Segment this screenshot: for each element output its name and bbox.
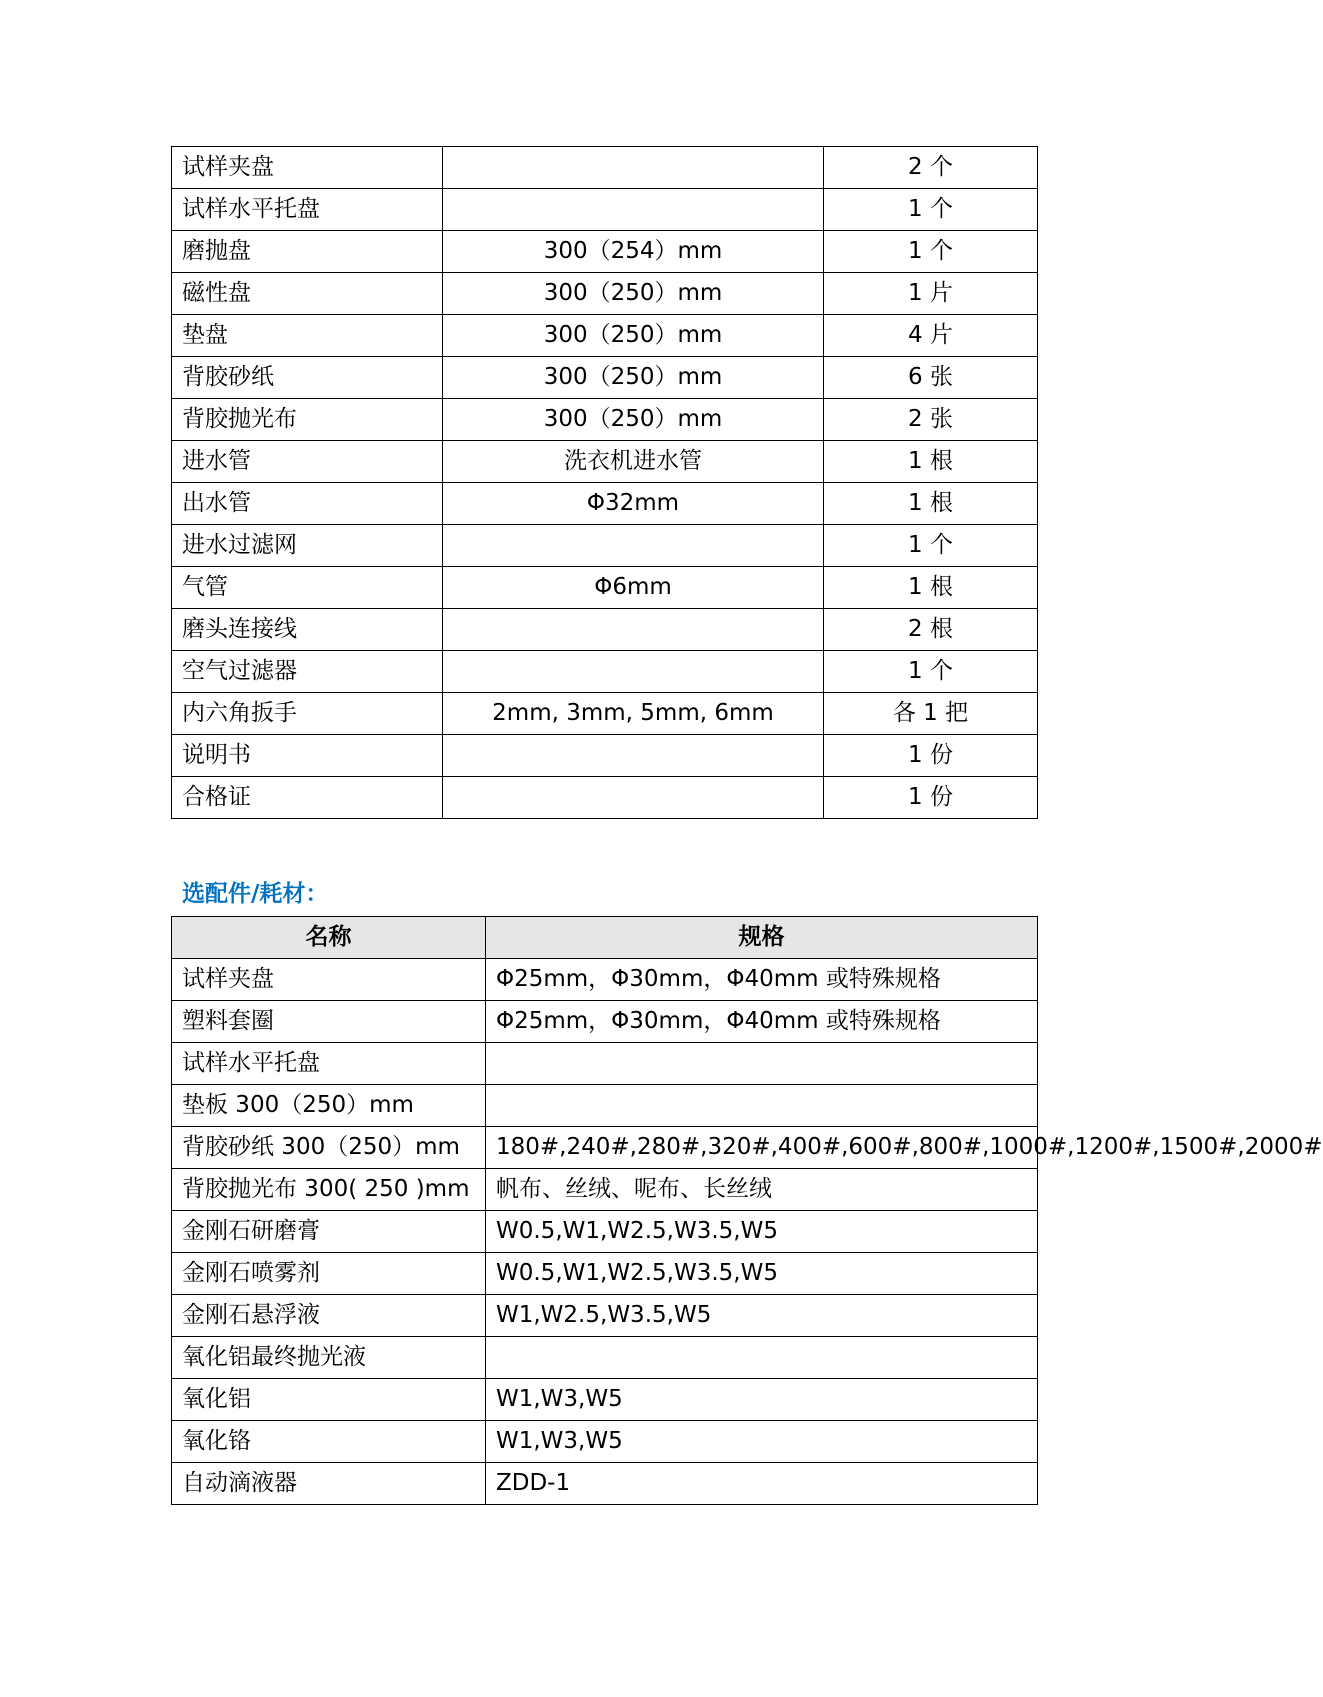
item-spec: 300（254）mm (443, 231, 824, 273)
item-spec (443, 777, 824, 819)
item-qty: 1 个 (824, 231, 1038, 273)
table-row (172, 1001, 1038, 1043)
item-name: 自动滴液器 (172, 1463, 486, 1505)
item-name: 试样水平托盘 (172, 189, 443, 231)
header-name: 名称 (172, 917, 486, 959)
table-row (172, 1211, 1038, 1253)
table-row (172, 273, 1038, 315)
item-name: 合格证 (172, 777, 443, 819)
item-spec: 帆布、丝绒、呢布、长丝绒 (486, 1169, 1038, 1211)
table-row (172, 1085, 1038, 1127)
optional-accessories-body (172, 959, 1323, 1505)
table-header-row (172, 917, 1038, 959)
table-row (172, 651, 1038, 693)
table-row (172, 777, 1038, 819)
item-spec (443, 525, 824, 567)
item-spec: W1,W3,W5 (486, 1379, 1038, 1421)
item-spec: W0.5,W1,W2.5,W3.5,W5 (486, 1253, 1038, 1295)
item-qty: 1 个 (824, 525, 1038, 567)
table-row (172, 1043, 1038, 1085)
table-row (172, 1127, 1038, 1169)
item-spec (486, 1085, 1038, 1127)
table-row (172, 959, 1038, 1001)
item-spec: 300（250）mm (443, 357, 824, 399)
item-name: 金刚石研磨膏 (172, 1211, 486, 1253)
item-spec (486, 1043, 1038, 1085)
table-row (172, 693, 1038, 735)
header-spec: 规格 (486, 917, 1038, 959)
item-name: 背胶抛光布 300( 250 )mm (172, 1169, 486, 1211)
item-spec: 300（250）mm (443, 399, 824, 441)
item-name: 背胶抛光布 (172, 399, 443, 441)
table-row (172, 525, 1038, 567)
item-name: 磨头连接线 (172, 609, 443, 651)
item-spec: Φ25mm，Φ30mm，Φ40mm 或特殊规格 (486, 959, 1038, 1001)
item-spec (443, 735, 824, 777)
standard-accessories-body (172, 147, 1038, 819)
item-name: 出水管 (172, 483, 443, 525)
item-spec: Φ6mm (443, 567, 824, 609)
item-name: 空气过滤器 (172, 651, 443, 693)
table-row (172, 147, 1038, 189)
item-qty: 1 片 (824, 273, 1038, 315)
item-name: 磁性盘 (172, 273, 443, 315)
item-qty: 各 1 把 (824, 693, 1038, 735)
item-name: 氧化铝最终抛光液 (172, 1337, 486, 1379)
item-qty: 1 根 (824, 567, 1038, 609)
item-qty: 2 个 (824, 147, 1038, 189)
optional-accessories-table (171, 916, 1323, 1505)
item-name: 说明书 (172, 735, 443, 777)
item-spec (443, 147, 824, 189)
table-row (172, 399, 1038, 441)
item-name: 气管 (172, 567, 443, 609)
item-qty: 1 份 (824, 777, 1038, 819)
table-row (172, 1169, 1038, 1211)
item-name: 金刚石悬浮液 (172, 1295, 486, 1337)
optional-section-title: 选配件/耗材： (182, 881, 329, 907)
item-name: 内六角扳手 (172, 693, 443, 735)
table-row (172, 1463, 1038, 1505)
item-spec: W0.5,W1,W2.5,W3.5,W5 (486, 1211, 1038, 1253)
item-name: 进水管 (172, 441, 443, 483)
item-name: 垫板 300（250）mm (172, 1085, 486, 1127)
table-row (172, 483, 1038, 525)
item-spec: 洗衣机进水管 (443, 441, 824, 483)
item-name: 试样夹盘 (172, 147, 443, 189)
item-spec (486, 1337, 1038, 1379)
item-name: 背胶砂纸 300（250）mm (172, 1127, 486, 1169)
item-name: 垫盘 (172, 315, 443, 357)
item-name: 金刚石喷雾剂 (172, 1253, 486, 1295)
item-name: 氧化铝 (172, 1379, 486, 1421)
item-spec: 2mm, 3mm, 5mm, 6mm (443, 693, 824, 735)
item-spec: W1,W3,W5 (486, 1421, 1038, 1463)
table-row (172, 567, 1038, 609)
item-qty: 1 个 (824, 189, 1038, 231)
item-name: 磨抛盘 (172, 231, 443, 273)
item-name: 进水过滤网 (172, 525, 443, 567)
item-qty: 1 个 (824, 651, 1038, 693)
table-row (172, 1421, 1038, 1463)
table-row (172, 189, 1038, 231)
item-name: 试样水平托盘 (172, 1043, 486, 1085)
table-row (172, 1379, 1038, 1421)
item-spec: ZDD-1 (486, 1463, 1038, 1505)
table-row (172, 441, 1038, 483)
standard-accessories-table (171, 146, 1038, 819)
item-spec (443, 609, 824, 651)
item-qty: 6 张 (824, 357, 1038, 399)
item-qty: 4 片 (824, 315, 1038, 357)
item-qty: 2 根 (824, 609, 1038, 651)
item-spec: Φ32mm (443, 483, 824, 525)
table-row (172, 315, 1038, 357)
item-spec: W1,W2.5,W3.5,W5 (486, 1295, 1038, 1337)
table-row (172, 357, 1038, 399)
table-row (172, 231, 1038, 273)
item-qty: 2 张 (824, 399, 1038, 441)
item-name: 塑料套圈 (172, 1001, 486, 1043)
table-row (172, 1337, 1038, 1379)
table-row (172, 1295, 1038, 1337)
item-spec: 300（250）mm (443, 273, 824, 315)
item-spec: Φ25mm，Φ30mm，Φ40mm 或特殊规格 (486, 1001, 1038, 1043)
item-spec: 180#,240#,280#,320#,400#,600#,800#,1000#,1200#,1500#,2000# (486, 1127, 1038, 1169)
item-name: 背胶砂纸 (172, 357, 443, 399)
item-spec (443, 651, 824, 693)
table-row (172, 1253, 1038, 1295)
item-qty: 1 根 (824, 441, 1038, 483)
item-name: 试样夹盘 (172, 959, 486, 1001)
item-spec: 300（250）mm (443, 315, 824, 357)
item-name: 氧化铬 (172, 1421, 486, 1463)
item-qty: 1 根 (824, 483, 1038, 525)
item-spec (443, 189, 824, 231)
item-qty: 1 份 (824, 735, 1038, 777)
table-row (172, 735, 1038, 777)
table-row (172, 609, 1038, 651)
